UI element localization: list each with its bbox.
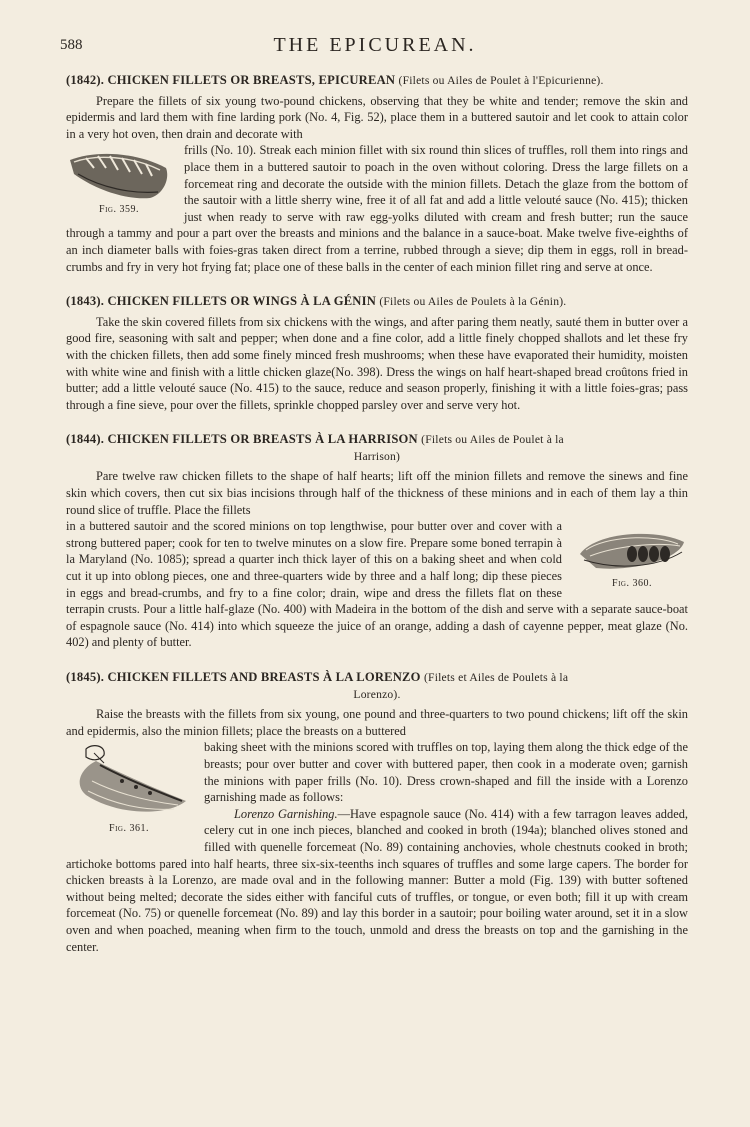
figure-caption: Fig. 361. xyxy=(109,823,149,835)
figure-caption: Fig. 360. xyxy=(612,578,652,590)
recipe-number: (1843). xyxy=(66,294,105,309)
figure-359 xyxy=(66,144,172,219)
recipe-text: Prepare the fillets of six young two-pound chickens, observing that they be white and tender; remove the skin and epidermis and lard them with fine larding pork (No. 4, Fig. 52), place them in a buttered sautoir and let cook to attain color in a very hot oven, then drain and decorate with xyxy=(66,93,688,141)
recipe-french-title-cont: Lorenzo). xyxy=(353,687,401,701)
recipe-title: CHICKEN FILLETS OR BREASTS, EPICUREAN xyxy=(107,73,396,87)
recipe-1845 xyxy=(66,669,688,955)
recipe-french-title-cont: Harrison) xyxy=(353,449,401,463)
recipe-number: (1842). xyxy=(66,73,105,87)
page-header xyxy=(0,34,750,58)
recipe-title: CHICKEN FILLETS AND BREASTS À LA LORENZO xyxy=(107,670,421,684)
breast-with-frill-illustration xyxy=(66,741,192,821)
recipe-number: (1845). xyxy=(66,670,105,684)
figure-361 xyxy=(66,741,192,838)
recipe-text: baking sheet with the minions scored with truffles on top, laying them along the thick edge of the breasts; pour over butter and cover with buttered paper, then cook in a moderate oven; garnish the minions with paper frills (No. 10). Dress crown-shaped and fill the inside with a Lorenzo garnishing made as follows: xyxy=(204,740,688,805)
recipe-text: frills (No. 10). Streak each minion fillet with six round thin slices of truffles, roll them into rings and place them in a buttered sautoir to poach in the oven without coloring. Dress the large fillets on a forcemeat ring and decorate the outside with the minion fillets. Detach the glaze from the bottom of the sautoir with a little sherry wine, free it of all fat and add a little velouté sauce (No. 415); thicken just when ready to serve with raw egg-yolks diluted with cream and fresh butter; run the sauce through a tammy and pour a part over the breasts and minions and the balance in a sauce-boat. Make twelve five-eighths of an inch diameter balls with foies-gras taken direct from a terrine, rubbed through a sieve; dip them in eggs, roll in bread-crumbs and fry in very hot frying fat; place one of these balls in the center of each minion fillet ring and serve at once. xyxy=(66,143,688,274)
recipe-title: CHICKEN FILLETS OR BREASTS À LA HARRISON xyxy=(107,432,418,447)
garnishing-label: Lorenzo Garnishing. xyxy=(234,806,338,821)
garnishing-body: —Have espagnole sauce (No. 414) with a few tarragon leaves added, celery cut in one inch pieces, blanched and cooked in broth (194a); blanched olives stoned and filled with quenelle forcemeat (No. 89) containing anchovies, whole chestnuts cooked in broth; artichoke bottoms pared into half hearts, three six-six-teenths inch squares of truffles and some large capers. The border for chicken breasts à la Lorenzo, are made oval and in the following manner: Butter a mold (Fig. 139) with butter softened without being melted; decorate the sides either with fanciful cuts of truffles, or tongue, or even both; fill it up with cream forcemeat (No. 75) or quenelle forcemeat (No. 89) and lay this border in a sautoir; pour boiling water around, set it in a slow oven and when poached, meaning when firm to the touch, unmold and dress the breasts on top and the garnishing in the center. xyxy=(66,806,688,954)
recipe-title: CHICKEN FILLETS OR WINGS À LA GÉNIN xyxy=(107,294,376,309)
running-title: THE EPICUREAN. xyxy=(273,34,477,56)
recipe-heading xyxy=(66,669,688,703)
figure-360 xyxy=(576,524,688,593)
recipe-french-title: (Filets et Ailes de Poulets à la xyxy=(423,671,569,684)
figure-caption: Fig. 359. xyxy=(99,204,139,216)
recipe-text: Take the skin covered fillets from six chickens with the wings, and after paring them neatly, sauté them in butter over a good fire, seasoning with salt and pepper; when done and a fine color, add a little finely chopped shallots and let these fry with the chicken fillets, then add some finely minced fresh mushrooms; when these have evaporated their humidity, moisten with white wine and finish with a little chicken glaze(No. 398). Dress the wings on half heart-shaped bread croûtons fried in butter; add a little velouté sauce (No. 415) to the sauce, reduce and season properly, finishing it with a little foies-gras; pass through a fine sieve, pour over the fillets, sprinkle chopped parsley over and serve very hot. xyxy=(66,314,688,412)
recipe-heading xyxy=(66,72,688,90)
recipe-1842 xyxy=(66,72,688,275)
recipe-heading xyxy=(66,293,688,311)
recipe-1844 xyxy=(66,431,688,651)
recipe-text: in a buttered sautoir and the scored minions on top lengthwise, pour butter over and cover with a strong buttered paper; cook for ten to twelve minutes on a slow fire. Prepare some boned terrapin à la Maryland (No. 1085); spread a quarter inch thick layer of this on a baking sheet and when cold cut it up into oblong pieces, one and three-quarters wide by three and a half long; dip these pieces in eggs and bread-crumbs, and fry to a fine color; drain, wipe and dress the fillets flat on these terrapin crusts. Pour a little half-glaze (No. 400) with Madeira in the bottom of the dish and serve with a separate sauce-boat of espagnole sauce (No. 414) into which squeeze the juice of an orange, adding a dash of cayenne pepper, meat glaze (No. 402) and plenty of butter. xyxy=(66,519,688,650)
scored-fillets-illustration xyxy=(576,524,688,576)
recipe-text: Raise the breasts with the fillets from six young, one pound and three-quarters to two pound chickens; lift off the skin and epidermis, also the minion fillets; place the breasts on a buttered xyxy=(66,707,688,738)
larded-fillets-illustration xyxy=(66,144,172,202)
page-number: 588 xyxy=(60,37,83,53)
recipe-number: (1844). xyxy=(66,432,105,447)
recipe-heading xyxy=(66,431,688,465)
recipe-french-title: (Filets ou Ailes de Poulet à la xyxy=(421,433,564,447)
recipe-french-title: (Filets ou Ailes de Poulets à la Génin). xyxy=(379,295,567,309)
recipe-french-title: (Filets ou Ailes de Poulet à l'Epicurienne). xyxy=(398,74,604,87)
page-body xyxy=(66,72,688,973)
recipe-1843 xyxy=(66,293,688,413)
recipe-text: Pare twelve raw chicken fillets to the shape of half hearts; lift off the minion fillets and remove the sinews and fine skin which covers, then cut six bias incisions through half of the thickness of these minions and in each of them lay a thin round slice of truffle. Place the fillets xyxy=(66,469,688,517)
